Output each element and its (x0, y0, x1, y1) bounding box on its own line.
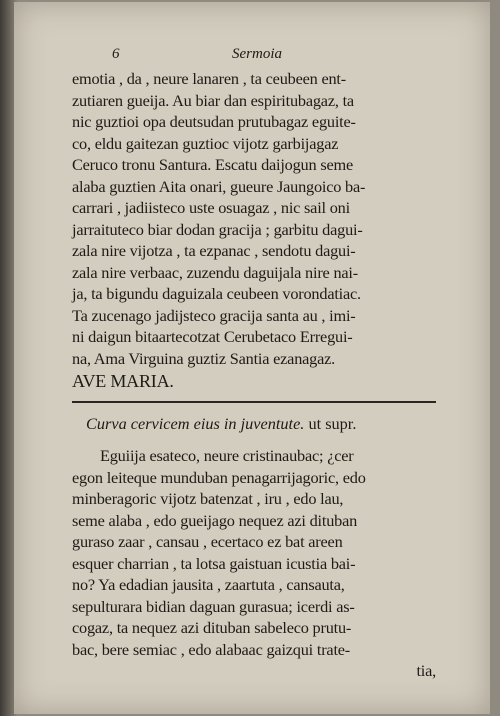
text-line: egon leiteque munduban penagarrijagoric, edo (72, 467, 366, 487)
text-line: co, eldu gaitezan guztioc vijotz garbijagaz (72, 133, 339, 153)
scripture-quote (86, 413, 436, 435)
text-line: emotia , da , neure lanaren , ta ceubeen ent- (72, 69, 346, 88)
text-line: esquer charrian , ta lotsa gaistuan icustia bai- (72, 553, 356, 573)
text-line: bac, bere semiac , edo alabaac gaizqui trate- (72, 639, 351, 659)
text-line: zala nire vijotza , ta ezpanac , sendotu dagui- (72, 241, 356, 260)
text-line: cogaz, ta nequez azi dituban sabeleco prutu- (72, 618, 352, 637)
text-line: seme alaba , edo gueijago nequez azi dituban (72, 510, 358, 530)
quote-latin: Curva cervicem eius in juventute. (86, 414, 305, 433)
text-line: na, Ama Virguina guztiz Santia ezanagaz. (72, 348, 336, 368)
text-line: nic guztioi opa deutsudan prutubagaz eguite- (72, 112, 356, 131)
text-line: ni daigun bitaartecotzat Cerubetaco Erregui- (72, 327, 353, 346)
text-line: no? Ya edadian jausita , zaartuta , cansauta, (72, 575, 345, 594)
text-line: guraso zaar , cansau , ecertaco ez bat areen (72, 532, 343, 551)
page-number: 6 (112, 46, 120, 62)
text-line: Eguiija esateco, neure cristinaubac; ¿cer (100, 446, 354, 465)
text-line: Ceruco tronu Santura. Escatu daijogun seme (72, 155, 353, 174)
text-line: alaba guztien Aita onari, gueure Jaungoico ba- (72, 176, 366, 196)
paragraph-1 (72, 68, 436, 369)
section-divider (72, 401, 436, 403)
text-line: zutiaren gueija. Au biar dan espiritubagaz, ta (72, 90, 354, 110)
quote-suffix: ut supr. (308, 414, 357, 433)
running-title: Sermoia (232, 46, 282, 62)
text-line: sepulturara bidian daguan gurasua; icerdi as- (72, 596, 355, 616)
text-line: minberagoric vijotz batenzat , iru , edo lau, (72, 489, 344, 508)
text-line: zala nire verbaac, zuzendu daguijala nire nai- (72, 262, 358, 282)
text-line: carrari , jadiisteco uste osuagaz , nic sail oni (72, 198, 350, 217)
ave-maria-heading: AVE MARIA. (72, 371, 174, 391)
catchword: tia, (416, 661, 436, 680)
text-line: Ta zucenago jadijsteco gracija santa au , imi- (72, 305, 356, 325)
text-line: ja, ta bigundu daguizala ceubeen vorondatiac. (72, 284, 361, 303)
text-line: jarraituteco biar dodan gracija ; garbitu dagui- (72, 219, 363, 239)
paragraph-2 (72, 445, 436, 660)
running-header (72, 46, 436, 68)
page-text (72, 46, 436, 682)
